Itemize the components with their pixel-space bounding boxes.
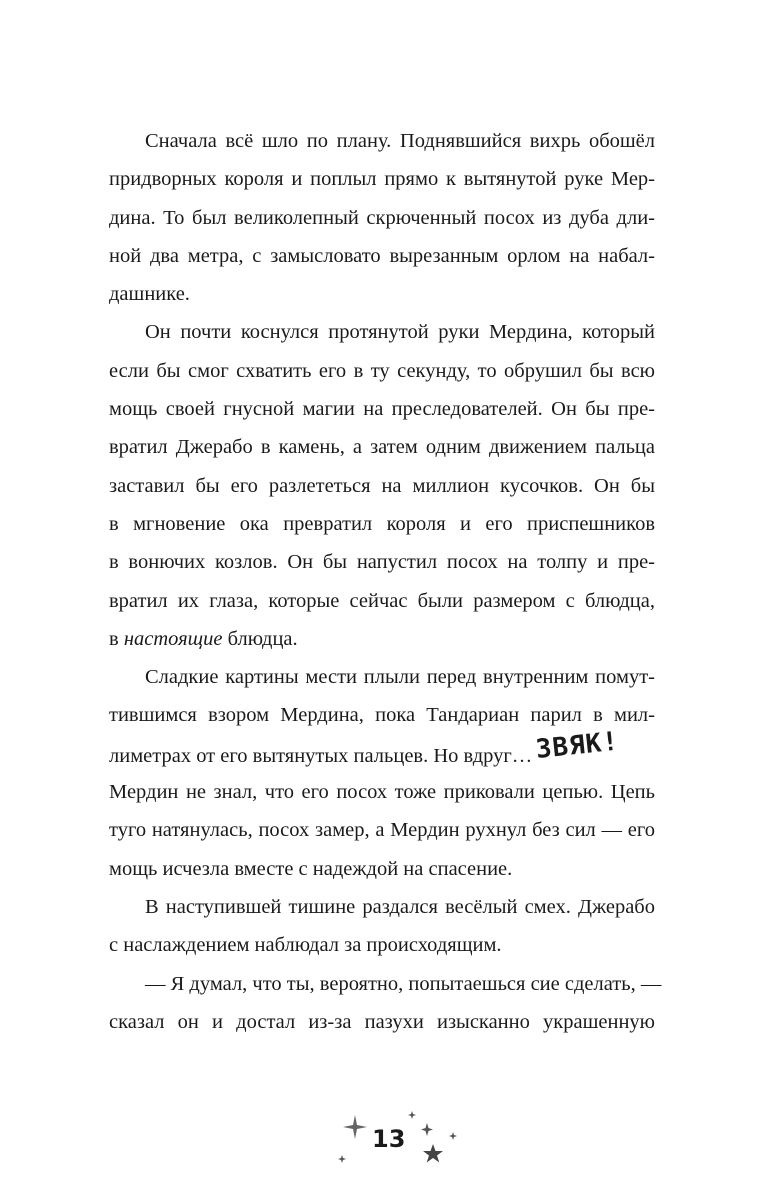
text-line: с наслаждением наблюдал за происходящим. <box>109 934 502 957</box>
text-line: — Я думал, что ты, вероятно, попытаешься сие сделать, — <box>145 972 662 995</box>
text-line: Мердин не знал, что его посох тоже приковали цепью. Цепь <box>109 781 655 804</box>
paragraph-5 <box>109 965 662 1042</box>
sparkle-icon <box>343 1115 367 1139</box>
text-line: Сладкие картины мести плыли перед внутренним помут- <box>145 666 655 689</box>
page-body <box>109 122 662 1041</box>
text-fragment: лиметрах от его вытянутых пальцев. Но вдруг… <box>109 744 533 767</box>
star-small-icon <box>408 1111 416 1119</box>
paragraph-2 <box>109 313 655 658</box>
text-line: вратил Джерабо в камень, а затем одним движением пальца <box>109 436 655 459</box>
text-line: мощь своей гнусной магии на преследователей. Он бы пре- <box>109 398 655 421</box>
text-line: заставил бы его разлететься на миллион кусочков. Он бы <box>109 474 655 497</box>
star-small-icon <box>449 1132 457 1140</box>
text-line: в мгновение ока превратил короля и его приспешников <box>109 512 655 535</box>
star-icon <box>423 1144 443 1163</box>
text-line <box>109 726 655 773</box>
text-line: придворных короля и поплыл прямо к вытянутой руке Мер- <box>109 168 655 191</box>
page-footer <box>320 1105 470 1175</box>
text-line: туго натянулась, посох замер, а Мердин рухнул без сил — его <box>109 819 655 842</box>
text-line: в вонючих козлов. Он бы напустил посох на толпу и пре- <box>109 551 655 574</box>
star-small-icon <box>338 1155 346 1163</box>
text-line: вратил их глаза, которые сейчас были размером с блюдца, <box>109 589 655 612</box>
text-line: тившимся взором Мердина, пока Тандариан парил в мил- <box>109 704 655 727</box>
paragraph-4 <box>109 888 655 965</box>
text-line: мощь исчезла вместе с надеждой на спасение. <box>109 857 513 880</box>
text-line: дашнике. <box>109 283 190 306</box>
text-line: сказал он и достал из-за пазухи изысканно украшенную <box>109 1010 655 1033</box>
text-fragment: блюдца. <box>222 627 298 650</box>
text-fragment: в <box>109 627 124 650</box>
italic-word: настоящие <box>123 627 223 650</box>
page-number: 13 <box>372 1125 406 1153</box>
paragraph-1 <box>109 122 655 313</box>
text-line: дина. То был великолепный скрюченный посох из дуба дли- <box>109 206 655 229</box>
text-line: ной два метра, с замысловато вырезанным орлом на набал- <box>109 244 655 267</box>
text-line: Сначала всё шло по плану. Поднявшийся вихрь обошёл <box>145 130 655 152</box>
sound-effect: ЗВЯК! <box>534 726 621 765</box>
text-line <box>109 620 655 658</box>
text-line: В наступившей тишине раздался весёлый смех. Джерабо <box>145 895 655 918</box>
paragraph-3 <box>109 658 655 888</box>
text-line: Он почти коснулся протянутой руки Мердина, который <box>145 321 655 344</box>
text-line: если бы смог схватить его в ту секунду, то обрушил бы всю <box>109 359 655 382</box>
sparkle-icon <box>421 1123 433 1136</box>
